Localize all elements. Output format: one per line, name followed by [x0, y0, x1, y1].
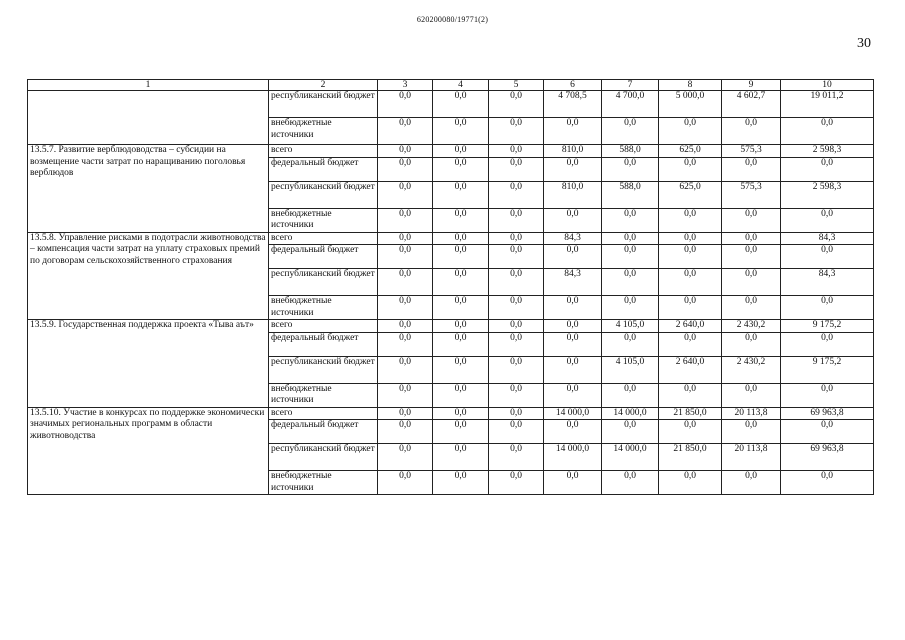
value-cell: 588,0 [602, 145, 659, 158]
value-cell: 14 000,0 [602, 407, 659, 420]
value-cell: 0,0 [544, 471, 602, 495]
value-cell: 0,0 [602, 296, 659, 320]
value-cell: 20 113,8 [722, 444, 781, 471]
value-cell: 2 640,0 [659, 320, 722, 333]
value-cell: 21 850,0 [659, 444, 722, 471]
value-cell: 0,0 [489, 232, 544, 245]
value-cell: 0,0 [602, 383, 659, 407]
table-row [28, 320, 874, 333]
value-cell: 588,0 [602, 181, 659, 208]
value-cell: 0,0 [781, 118, 874, 145]
funding-source-cell: республиканский бюджет [269, 181, 378, 208]
value-cell: 0,0 [722, 269, 781, 296]
value-cell: 0,0 [433, 444, 489, 471]
value-cell: 0,0 [433, 356, 489, 383]
funding-source-cell: всего [269, 145, 378, 158]
table-row [28, 232, 874, 245]
value-cell: 0,0 [544, 296, 602, 320]
value-cell: 0,0 [722, 420, 781, 444]
funding-source-cell: федеральный бюджет [269, 420, 378, 444]
value-cell: 0,0 [781, 383, 874, 407]
value-cell: 4 700,0 [602, 91, 659, 118]
value-cell: 0,0 [602, 208, 659, 232]
value-cell: 0,0 [781, 471, 874, 495]
value-cell: 0,0 [722, 232, 781, 245]
value-cell: 0,0 [544, 420, 602, 444]
value-cell: 0,0 [659, 232, 722, 245]
funding-source-cell: федеральный бюджет [269, 157, 378, 181]
measure-description-cell: 13.5.7. Развитие верблюдоводства – субсидии на возмещение части затрат по наращиванию поголовья верблюдов [28, 145, 269, 233]
value-cell: 0,0 [489, 157, 544, 181]
value-cell: 2 430,2 [722, 356, 781, 383]
value-cell: 0,0 [433, 332, 489, 356]
value-cell: 0,0 [489, 91, 544, 118]
value-cell: 0,0 [378, 208, 433, 232]
value-cell: 0,0 [659, 157, 722, 181]
funding-source-cell: внебюджетные источники [269, 118, 378, 145]
value-cell: 14 000,0 [602, 444, 659, 471]
value-cell: 9 175,2 [781, 320, 874, 333]
value-cell: 0,0 [602, 118, 659, 145]
funding-source-cell: федеральный бюджет [269, 245, 378, 269]
value-cell: 0,0 [489, 320, 544, 333]
value-cell: 0,0 [781, 296, 874, 320]
value-cell: 0,0 [544, 245, 602, 269]
value-cell: 0,0 [722, 118, 781, 145]
value-cell: 0,0 [489, 145, 544, 158]
value-cell: 0,0 [433, 407, 489, 420]
table-body [28, 80, 874, 495]
value-cell: 0,0 [433, 208, 489, 232]
value-cell: 5 000,0 [659, 91, 722, 118]
value-cell: 0,0 [378, 269, 433, 296]
value-cell: 0,0 [378, 145, 433, 158]
funding-source-cell: всего [269, 232, 378, 245]
value-cell: 0,0 [489, 296, 544, 320]
table-row [28, 145, 874, 158]
value-cell: 0,0 [722, 332, 781, 356]
value-cell: 84,3 [781, 269, 874, 296]
value-cell: 69 963,8 [781, 444, 874, 471]
value-cell: 0,0 [602, 232, 659, 245]
value-cell: 21 850,0 [659, 407, 722, 420]
value-cell: 0,0 [378, 232, 433, 245]
value-cell: 0,0 [722, 383, 781, 407]
value-cell: 0,0 [544, 157, 602, 181]
value-cell: 0,0 [602, 157, 659, 181]
value-cell: 14 000,0 [544, 407, 602, 420]
column-header: 5 [489, 80, 544, 91]
value-cell: 0,0 [378, 407, 433, 420]
value-cell: 0,0 [544, 356, 602, 383]
funding-source-cell: федеральный бюджет [269, 332, 378, 356]
value-cell: 0,0 [378, 332, 433, 356]
column-header: 10 [781, 80, 874, 91]
value-cell: 0,0 [489, 383, 544, 407]
column-header: 4 [433, 80, 489, 91]
value-cell: 0,0 [781, 332, 874, 356]
value-cell: 2 598,3 [781, 181, 874, 208]
column-header: 8 [659, 80, 722, 91]
budget-table [27, 79, 874, 495]
value-cell: 0,0 [489, 332, 544, 356]
value-cell: 0,0 [602, 332, 659, 356]
value-cell: 2 430,2 [722, 320, 781, 333]
value-cell: 0,0 [659, 420, 722, 444]
value-cell: 625,0 [659, 181, 722, 208]
value-cell: 4 602,7 [722, 91, 781, 118]
continued-description-cell [28, 91, 269, 145]
column-header: 1 [28, 80, 269, 91]
value-cell: 0,0 [378, 383, 433, 407]
value-cell: 0,0 [489, 444, 544, 471]
value-cell: 0,0 [433, 383, 489, 407]
value-cell: 0,0 [659, 245, 722, 269]
value-cell: 2 640,0 [659, 356, 722, 383]
funding-source-cell: республиканский бюджет [269, 269, 378, 296]
value-cell: 4 105,0 [602, 356, 659, 383]
value-cell: 9 175,2 [781, 356, 874, 383]
value-cell: 0,0 [489, 471, 544, 495]
document-id: 620200080/19771(2) [416, 15, 489, 24]
funding-source-cell: республиканский бюджет [269, 444, 378, 471]
value-cell: 0,0 [781, 245, 874, 269]
value-cell: 0,0 [722, 245, 781, 269]
value-cell: 19 011,2 [781, 91, 874, 118]
value-cell: 0,0 [722, 296, 781, 320]
column-header: 7 [602, 80, 659, 91]
funding-source-cell: внебюджетные источники [269, 296, 378, 320]
value-cell: 0,0 [659, 269, 722, 296]
value-cell: 0,0 [433, 471, 489, 495]
value-cell: 0,0 [433, 91, 489, 118]
value-cell: 0,0 [489, 118, 544, 145]
value-cell: 0,0 [659, 208, 722, 232]
measure-description-cell: 13.5.10. Участие в конкурсах по поддержке экономически значимых региональных программ в области животноводства [28, 407, 269, 495]
funding-source-cell: внебюджетные источники [269, 208, 378, 232]
value-cell: 20 113,8 [722, 407, 781, 420]
value-cell: 0,0 [378, 444, 433, 471]
column-header: 6 [544, 80, 602, 91]
value-cell: 810,0 [544, 145, 602, 158]
value-cell: 0,0 [602, 420, 659, 444]
value-cell: 0,0 [378, 91, 433, 118]
value-cell: 0,0 [489, 407, 544, 420]
value-cell: 0,0 [433, 269, 489, 296]
value-cell: 0,0 [602, 269, 659, 296]
value-cell: 69 963,8 [781, 407, 874, 420]
value-cell: 84,3 [544, 232, 602, 245]
page-number: 30 [857, 36, 871, 51]
funding-source-cell: республиканский бюджет [269, 91, 378, 118]
value-cell: 0,0 [722, 471, 781, 495]
value-cell: 2 598,3 [781, 145, 874, 158]
value-cell: 625,0 [659, 145, 722, 158]
value-cell: 0,0 [489, 245, 544, 269]
value-cell: 575,3 [722, 181, 781, 208]
value-cell: 0,0 [378, 245, 433, 269]
value-cell: 0,0 [433, 296, 489, 320]
measure-description-cell: 13.5.8. Управление рисками в подотрасли животноводства – компенсация части затрат на уплату страховых премий по договорам сельскохозяйственного страхования [28, 232, 269, 320]
value-cell: 0,0 [544, 208, 602, 232]
value-cell: 0,0 [659, 471, 722, 495]
value-cell: 4 105,0 [602, 320, 659, 333]
value-cell: 0,0 [659, 383, 722, 407]
value-cell: 0,0 [378, 420, 433, 444]
table-row [28, 91, 874, 118]
value-cell: 0,0 [659, 118, 722, 145]
value-cell: 0,0 [602, 245, 659, 269]
value-cell: 0,0 [433, 320, 489, 333]
funding-source-cell: республиканский бюджет [269, 356, 378, 383]
value-cell: 0,0 [378, 157, 433, 181]
value-cell: 0,0 [602, 471, 659, 495]
value-cell: 0,0 [433, 157, 489, 181]
value-cell: 0,0 [722, 208, 781, 232]
value-cell: 0,0 [433, 420, 489, 444]
value-cell: 0,0 [781, 157, 874, 181]
value-cell: 0,0 [544, 383, 602, 407]
value-cell: 14 000,0 [544, 444, 602, 471]
funding-source-cell: всего [269, 407, 378, 420]
value-cell: 0,0 [781, 208, 874, 232]
value-cell: 0,0 [433, 232, 489, 245]
value-cell: 84,3 [544, 269, 602, 296]
value-cell: 0,0 [489, 269, 544, 296]
value-cell: 0,0 [378, 356, 433, 383]
value-cell: 0,0 [378, 118, 433, 145]
column-header: 3 [378, 80, 433, 91]
value-cell: 0,0 [378, 320, 433, 333]
value-cell: 0,0 [659, 332, 722, 356]
value-cell: 0,0 [544, 320, 602, 333]
value-cell: 0,0 [378, 181, 433, 208]
value-cell: 810,0 [544, 181, 602, 208]
table-row [28, 407, 874, 420]
column-header: 2 [269, 80, 378, 91]
value-cell: 0,0 [544, 118, 602, 145]
funding-source-cell: внебюджетные источники [269, 471, 378, 495]
value-cell: 0,0 [544, 332, 602, 356]
value-cell: 0,0 [489, 208, 544, 232]
value-cell: 0,0 [378, 296, 433, 320]
value-cell: 84,3 [781, 232, 874, 245]
value-cell: 4 708,5 [544, 91, 602, 118]
value-cell: 0,0 [433, 181, 489, 208]
value-cell: 0,0 [489, 420, 544, 444]
value-cell: 0,0 [489, 181, 544, 208]
funding-source-cell: всего [269, 320, 378, 333]
measure-description-cell: 13.5.9. Государственная поддержка проекта «Тыва аът» [28, 320, 269, 408]
value-cell: 0,0 [433, 245, 489, 269]
value-cell: 0,0 [489, 356, 544, 383]
value-cell: 0,0 [722, 157, 781, 181]
value-cell: 0,0 [781, 420, 874, 444]
value-cell: 0,0 [378, 471, 433, 495]
value-cell: 0,0 [659, 296, 722, 320]
funding-source-cell: внебюджетные источники [269, 383, 378, 407]
value-cell: 575,3 [722, 145, 781, 158]
column-header: 9 [722, 80, 781, 91]
value-cell: 0,0 [433, 118, 489, 145]
column-header-row [28, 80, 874, 91]
value-cell: 0,0 [433, 145, 489, 158]
